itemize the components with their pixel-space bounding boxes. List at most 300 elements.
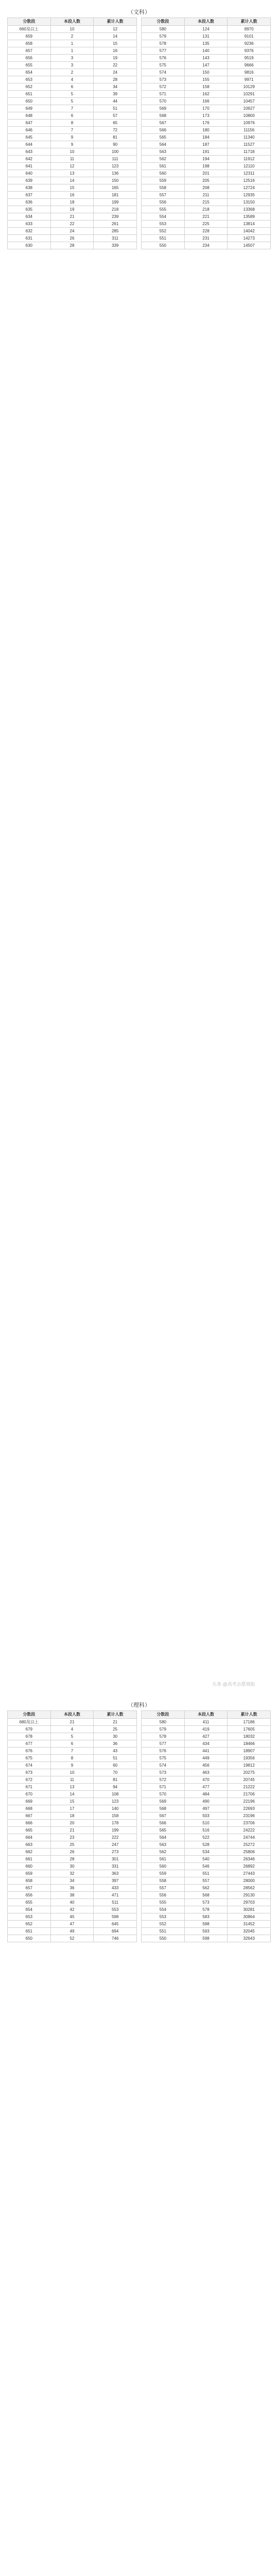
column-header: 本段人数 xyxy=(184,1711,228,1719)
table-cell: 503 xyxy=(184,1812,228,1820)
table-cell: 285 xyxy=(94,228,137,235)
table-row xyxy=(142,1841,271,1849)
table-row xyxy=(8,1805,137,1812)
table-row xyxy=(8,170,137,177)
table-cell: 20 xyxy=(50,1820,94,1827)
table-row xyxy=(142,1798,271,1805)
table-row xyxy=(8,1913,137,1921)
table-cell: 9 xyxy=(50,134,94,141)
table-cell: 10976 xyxy=(228,120,271,127)
table-cell: 176 xyxy=(184,120,228,127)
table-cell: 562 xyxy=(142,1849,185,1856)
table-cell: 598 xyxy=(184,1935,228,1942)
table-row xyxy=(8,1755,137,1762)
table-row xyxy=(8,192,137,199)
table-cell: 660及以上 xyxy=(8,26,51,33)
table-cell: 10 xyxy=(50,148,94,156)
table-cell: 554 xyxy=(142,1906,185,1913)
table-row xyxy=(8,184,137,192)
table-cell: 261 xyxy=(94,221,137,228)
table-cell: 16 xyxy=(50,192,94,199)
table-header-row xyxy=(142,1711,271,1719)
table-cell: 100 xyxy=(94,148,137,156)
table-row xyxy=(8,76,137,83)
table-cell: 49 xyxy=(50,1928,94,1935)
table-cell: 16 xyxy=(94,47,137,55)
table-cell: 5 xyxy=(50,98,94,105)
table-cell: 573 xyxy=(142,76,185,83)
table-cell: 9971 xyxy=(228,76,271,83)
table-row xyxy=(142,1719,271,1726)
table-cell: 12516 xyxy=(228,177,271,184)
table-cell: 150 xyxy=(184,69,228,76)
table-cell: 24744 xyxy=(228,1834,271,1841)
table-cell: 5 xyxy=(50,91,94,98)
table-cell: 18907 xyxy=(228,1748,271,1755)
table-cell: 187 xyxy=(184,141,228,148)
table-cell: 656 xyxy=(8,55,51,62)
table-row xyxy=(8,1935,137,1942)
table-cell: 140 xyxy=(184,47,228,55)
table-cell: 678 xyxy=(8,1733,51,1740)
table-cell: 10457 xyxy=(228,98,271,105)
table-cell: 10129 xyxy=(228,83,271,91)
table-cell: 555 xyxy=(142,206,185,213)
table-cell: 572 xyxy=(142,1776,185,1784)
table-row xyxy=(8,1769,137,1776)
table-cell: 659 xyxy=(8,33,51,40)
table-cell: 569 xyxy=(142,105,185,112)
table-cell: 559 xyxy=(142,177,185,184)
table-cell: 676 xyxy=(8,1748,51,1755)
table-cell: 490 xyxy=(184,1798,228,1805)
score-table-right xyxy=(141,18,271,249)
table-cell: 9 xyxy=(50,1762,94,1769)
table-row xyxy=(142,1870,271,1877)
section-title: （文科） xyxy=(128,9,150,15)
table-cell: 677 xyxy=(8,1740,51,1748)
table-cell: 576 xyxy=(142,1748,185,1755)
watermark: 头条 @高考志愿填报 xyxy=(212,1682,255,1687)
table-row xyxy=(142,228,271,235)
table-cell: 20745 xyxy=(228,1776,271,1784)
table-row xyxy=(8,156,137,163)
table-cell: 34 xyxy=(50,1877,94,1885)
table-cell: 580 xyxy=(142,1719,185,1726)
table-row xyxy=(8,112,137,120)
table-cell: 484 xyxy=(184,1791,228,1798)
table-cell: 19356 xyxy=(228,1755,271,1762)
table-row xyxy=(8,55,137,62)
table-cell: 222 xyxy=(94,1834,137,1841)
table-row xyxy=(8,33,137,40)
section-wenke xyxy=(7,7,271,249)
table-row xyxy=(8,62,137,69)
table-cell: 650 xyxy=(8,98,51,105)
table-cell: 2 xyxy=(50,33,94,40)
table-row xyxy=(8,1892,137,1899)
table-cell: 218 xyxy=(94,206,137,213)
table-cell: 551 xyxy=(184,1870,228,1877)
table-cell: 656 xyxy=(8,1892,51,1899)
table-cell: 184 xyxy=(184,134,228,141)
table-cell: 28562 xyxy=(228,1885,271,1892)
table-cell: 155 xyxy=(184,76,228,83)
table-cell: 553 xyxy=(142,221,185,228)
table-cell: 673 xyxy=(8,1769,51,1776)
table-row xyxy=(142,199,271,206)
table-row xyxy=(142,1877,271,1885)
table-cell: 433 xyxy=(94,1885,137,1892)
table-cell: 557 xyxy=(184,1877,228,1885)
table-row xyxy=(142,1726,271,1733)
table-row xyxy=(8,1762,137,1769)
table-cell: 22 xyxy=(50,221,94,228)
table-cell: 21 xyxy=(50,1827,94,1834)
table-cell: 158 xyxy=(94,1812,137,1820)
table-row xyxy=(8,148,137,156)
table-cell: 411 xyxy=(184,1719,228,1726)
table-cell: 15 xyxy=(50,1798,94,1805)
table-row xyxy=(142,26,271,33)
table-row xyxy=(142,1849,271,1856)
table-row xyxy=(8,1834,137,1841)
table-cell: 31452 xyxy=(228,1921,271,1928)
table-cell: 22 xyxy=(94,62,137,69)
table-cell: 218 xyxy=(184,206,228,213)
table-cell: 579 xyxy=(142,33,185,40)
table-row xyxy=(142,91,271,98)
table-cell: 434 xyxy=(184,1740,228,1748)
table-cell: 12110 xyxy=(228,163,271,170)
table-row xyxy=(8,1841,137,1849)
table-cell: 553 xyxy=(94,1906,137,1913)
table-row xyxy=(142,1820,271,1827)
table-cell: 563 xyxy=(142,148,185,156)
table-cell: 9 xyxy=(50,141,94,148)
table-cell: 638 xyxy=(8,184,51,192)
table-cell: 57 xyxy=(94,112,137,120)
table-cell: 13 xyxy=(50,170,94,177)
table-cell: 30864 xyxy=(228,1913,271,1921)
table-cell: 331 xyxy=(94,1863,137,1870)
table-cell: 211 xyxy=(184,192,228,199)
table-cell: 561 xyxy=(142,163,185,170)
table-cell: 135 xyxy=(184,40,228,47)
table-cell: 40 xyxy=(50,1899,94,1906)
table-row xyxy=(142,235,271,242)
table-row xyxy=(142,1913,271,1921)
table-cell: 665 xyxy=(8,1827,51,1834)
table-cell: 644 xyxy=(8,141,51,148)
table-row xyxy=(142,105,271,112)
table-cell: 17605 xyxy=(228,1726,271,1733)
table-row xyxy=(142,1827,271,1834)
table-cell: 593 xyxy=(184,1928,228,1935)
table-cell: 6 xyxy=(50,83,94,91)
table-cell: 551 xyxy=(142,235,185,242)
table-cell: 19812 xyxy=(228,1762,271,1769)
score-table-left xyxy=(7,1710,137,1942)
table-cell: 273 xyxy=(94,1849,137,1856)
table-cell: 8970 xyxy=(228,26,271,33)
table-cell: 7 xyxy=(50,1748,94,1755)
table-cell: 670 xyxy=(8,1791,51,1798)
table-cell: 28 xyxy=(50,242,94,249)
column-header: 本段人数 xyxy=(184,18,228,26)
table-cell: 565 xyxy=(142,1827,185,1834)
table-cell: 631 xyxy=(8,235,51,242)
table-cell: 546 xyxy=(184,1863,228,1870)
table-cell: 540 xyxy=(184,1856,228,1863)
table-row xyxy=(8,1870,137,1877)
table-cell: 26 xyxy=(50,1849,94,1856)
table-cell: 11340 xyxy=(228,134,271,141)
table-row xyxy=(8,98,137,105)
table-cell: 4 xyxy=(50,1726,94,1733)
table-row xyxy=(142,83,271,91)
table-cell: 7 xyxy=(50,105,94,112)
table-cell: 648 xyxy=(8,112,51,120)
table-cell: 199 xyxy=(94,199,137,206)
table-cell: 636 xyxy=(8,199,51,206)
table-cell: 671 xyxy=(8,1784,51,1791)
table-row xyxy=(142,1856,271,1863)
table-cell: 28 xyxy=(50,1856,94,1863)
table-row xyxy=(8,1748,137,1755)
table-cell: 10 xyxy=(50,26,94,33)
table-cell: 658 xyxy=(8,40,51,47)
table-cell: 15 xyxy=(50,184,94,192)
table-row xyxy=(142,98,271,105)
table-cell: 567 xyxy=(142,1812,185,1820)
column-header: 分数段 xyxy=(8,1711,51,1719)
table-cell: 560 xyxy=(142,170,185,177)
table-cell: 11912 xyxy=(228,156,271,163)
table-cell: 637 xyxy=(8,192,51,199)
table-cell: 158 xyxy=(184,83,228,91)
table-cell: 477 xyxy=(184,1784,228,1791)
table-row xyxy=(142,1906,271,1913)
table-header-row xyxy=(8,18,137,26)
table-cell: 419 xyxy=(184,1726,228,1733)
table-row xyxy=(8,1776,137,1784)
table-cell: 633 xyxy=(8,221,51,228)
table-cell: 630 xyxy=(8,242,51,249)
table-cell: 449 xyxy=(184,1755,228,1762)
column-header: 累计人数 xyxy=(94,1711,137,1719)
table-row xyxy=(8,235,137,242)
table-cell: 191 xyxy=(184,148,228,156)
table-cell: 25806 xyxy=(228,1849,271,1856)
table-cell: 647 xyxy=(8,120,51,127)
table-cell: 30 xyxy=(50,1863,94,1870)
table-cell: 694 xyxy=(94,1928,137,1935)
table-cell: 456 xyxy=(184,1762,228,1769)
table-cell: 4 xyxy=(50,76,94,83)
table-cell: 45 xyxy=(50,1913,94,1921)
column-header: 分数段 xyxy=(142,18,185,26)
table-cell: 534 xyxy=(184,1849,228,1856)
table-row xyxy=(142,1762,271,1769)
table-row xyxy=(8,199,137,206)
table-cell: 552 xyxy=(142,1921,185,1928)
table-row xyxy=(8,1856,137,1863)
score-table-left xyxy=(7,18,137,249)
table-cell: 14 xyxy=(50,177,94,184)
table-row xyxy=(8,141,137,148)
table-cell: 639 xyxy=(8,177,51,184)
table-cell: 558 xyxy=(142,1877,185,1885)
table-cell: 563 xyxy=(142,1841,185,1849)
table-cell: 10800 xyxy=(228,112,271,120)
table-cell: 70 xyxy=(94,1769,137,1776)
table-row xyxy=(142,120,271,127)
table-cell: 651 xyxy=(8,1928,51,1935)
table-cell: 124 xyxy=(184,26,228,33)
table-cell: 21 xyxy=(50,1719,94,1726)
table-cell: 178 xyxy=(94,1820,137,1827)
table-row xyxy=(8,134,137,141)
table-cell: 654 xyxy=(8,69,51,76)
table-header-row xyxy=(142,18,271,26)
table-row xyxy=(8,40,137,47)
table-cell: 363 xyxy=(94,1870,137,1877)
table-cell: 23196 xyxy=(228,1812,271,1820)
table-cell: 577 xyxy=(142,1740,185,1748)
table-cell: 577 xyxy=(142,47,185,55)
table-cell: 566 xyxy=(142,127,185,134)
table-cell: 25272 xyxy=(228,1841,271,1849)
table-cell: 578 xyxy=(184,1906,228,1913)
table-cell: 643 xyxy=(8,148,51,156)
table-cell: 30281 xyxy=(228,1906,271,1913)
table-cell: 6 xyxy=(50,112,94,120)
table-cell: 553 xyxy=(142,1913,185,1921)
table-cell: 575 xyxy=(142,1755,185,1762)
table-cell: 123 xyxy=(94,1798,137,1805)
table-cell: 579 xyxy=(142,1726,185,1733)
table-cell: 1 xyxy=(50,40,94,47)
table-cell: 571 xyxy=(142,1784,185,1791)
table-cell: 221 xyxy=(184,213,228,221)
table-cell: 81 xyxy=(94,134,137,141)
table-cell: 11 xyxy=(50,156,94,163)
table-cell: 27443 xyxy=(228,1870,271,1877)
table-cell: 568 xyxy=(142,112,185,120)
table-row xyxy=(8,1863,137,1870)
table-cell: 667 xyxy=(8,1812,51,1820)
table-cell: 528 xyxy=(184,1841,228,1849)
table-cell: 522 xyxy=(184,1834,228,1841)
table-row xyxy=(142,192,271,199)
table-cell: 9376 xyxy=(228,47,271,55)
table-row xyxy=(8,1733,137,1740)
table-row xyxy=(8,1740,137,1748)
table-cell: 572 xyxy=(142,83,185,91)
table-row xyxy=(8,1798,137,1805)
table-row xyxy=(8,127,137,134)
table-cell: 181 xyxy=(94,192,137,199)
table-cell: 580 xyxy=(142,26,185,33)
table-cell: 511 xyxy=(94,1899,137,1906)
table-cell: 675 xyxy=(8,1755,51,1762)
table-cell: 574 xyxy=(142,1762,185,1769)
table-cell: 13814 xyxy=(228,221,271,228)
table-cell: 19 xyxy=(50,206,94,213)
table-cell: 576 xyxy=(142,55,185,62)
table-cell: 672 xyxy=(8,1776,51,1784)
table-cell: 29130 xyxy=(228,1892,271,1899)
table-cell: 561 xyxy=(142,1856,185,1863)
column-header: 累计人数 xyxy=(228,18,271,26)
table-cell: 42 xyxy=(50,1906,94,1913)
table-row xyxy=(142,1740,271,1748)
table-row xyxy=(142,112,271,120)
table-row xyxy=(8,1928,137,1935)
table-cell: 81 xyxy=(94,1776,137,1784)
table-cell: 652 xyxy=(8,1921,51,1928)
table-cell: 6 xyxy=(50,1740,94,1748)
table-cell: 162 xyxy=(184,91,228,98)
table-cell: 47 xyxy=(50,1921,94,1928)
table-cell: 51 xyxy=(94,105,137,112)
table-cell: 661 xyxy=(8,1856,51,1863)
table-cell: 564 xyxy=(142,1834,185,1841)
table-cell: 655 xyxy=(8,62,51,69)
table-row xyxy=(142,1791,271,1798)
table-row xyxy=(142,141,271,148)
table-cell: 25 xyxy=(50,1841,94,1849)
table-cell: 562 xyxy=(142,156,185,163)
table-cell: 554 xyxy=(142,213,185,221)
table-cell: 231 xyxy=(184,235,228,242)
table-cell: 166 xyxy=(184,98,228,105)
table-row xyxy=(142,1885,271,1892)
table-row xyxy=(142,1805,271,1812)
table-cell: 20275 xyxy=(228,1769,271,1776)
table-cell: 573 xyxy=(184,1899,228,1906)
section-like xyxy=(7,1700,271,1942)
table-row xyxy=(8,1784,137,1791)
table-cell: 36 xyxy=(94,1740,137,1748)
table-cell: 180 xyxy=(184,127,228,134)
table-cell: 52 xyxy=(50,1935,94,1942)
score-table-right xyxy=(141,1710,271,1942)
table-cell: 13589 xyxy=(228,213,271,221)
table-cell: 15 xyxy=(94,40,137,47)
table-cell: 8 xyxy=(50,120,94,127)
column-header: 分数段 xyxy=(142,1711,185,1719)
table-cell: 247 xyxy=(94,1841,137,1849)
table-cell: 659 xyxy=(8,1870,51,1877)
table-cell: 24 xyxy=(94,69,137,76)
table-cell: 60 xyxy=(94,1762,137,1769)
table-cell: 30 xyxy=(94,1733,137,1740)
table-cell: 311 xyxy=(94,235,137,242)
table-cell: 557 xyxy=(142,1885,185,1892)
table-cell: 143 xyxy=(184,55,228,62)
table-row xyxy=(142,242,271,249)
table-cell: 664 xyxy=(8,1834,51,1841)
table-cell: 23 xyxy=(50,1834,94,1841)
table-row xyxy=(142,40,271,47)
table-cell: 570 xyxy=(142,1791,185,1798)
table-cell: 570 xyxy=(142,98,185,105)
table-cell: 441 xyxy=(184,1748,228,1755)
table-cell: 26 xyxy=(50,235,94,242)
table-cell: 173 xyxy=(184,112,228,120)
